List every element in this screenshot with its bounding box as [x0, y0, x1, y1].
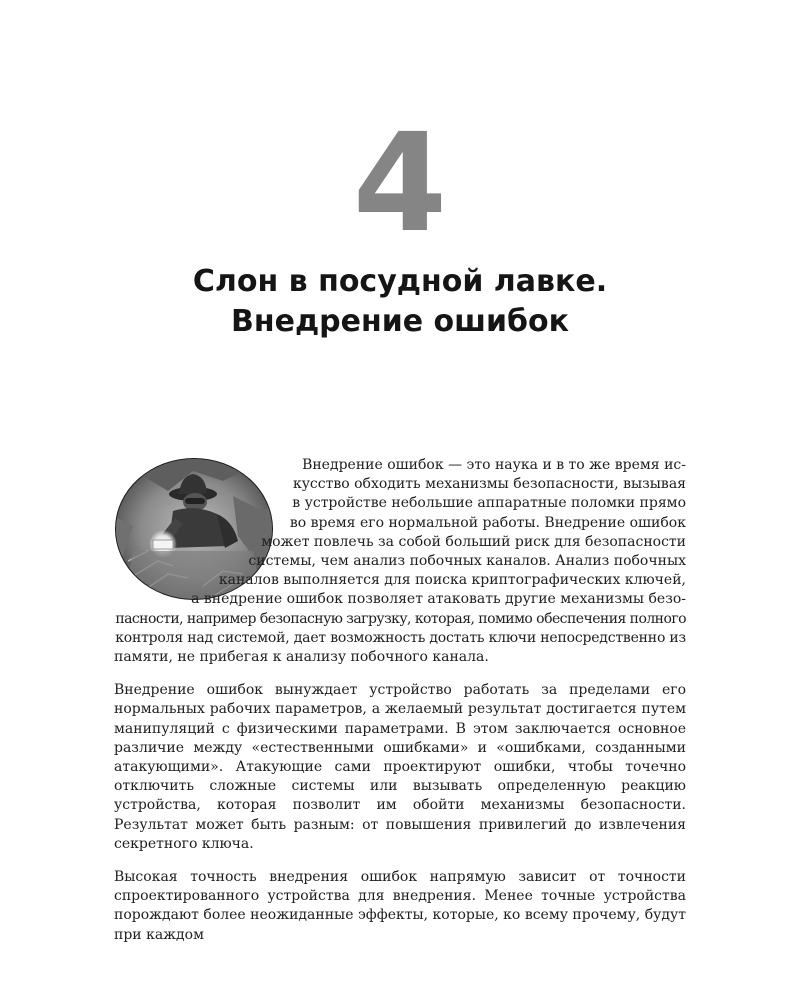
chapter-title	[0, 262, 800, 342]
paragraph-1-line: контроля над системой, дает возможность достать ключи непосредственно из	[115, 629, 686, 646]
paragraph-1-line: кусство обходить механизмы безопасности, вызывая	[292, 476, 686, 493]
paragraph-1	[114, 456, 686, 667]
paragraph-1-line: каналов выполняется для поиска криптографических ключей,	[218, 572, 686, 589]
paragraph-1-line: во время его нормальной работы. Внедрение ошибок	[289, 514, 686, 531]
paragraph-1-line: системы, чем анализ побочных каналов. Анализ побочных	[248, 553, 686, 570]
chapter-body	[114, 456, 686, 945]
chapter-number: 4	[352, 105, 448, 263]
paragraph-1-line: Внедрение ошибок — это наука и в то же время ис-	[302, 457, 686, 473]
paragraph-1-line: может повлечь за собой больший риск для безопасности	[261, 533, 686, 550]
paragraph-2: Внедрение ошибок вынуждает устройство работать за пределами его нормальных рабочих параметров, а желаемый результат достигается путем манипуляций с физическими параметрами. В этом заключается основное различие между «естественными ошибками» и «ошибками, созданными атакующими». Атакующие сами проектируют ошибки, чтобы точечно отключить сложные системы или вызывать определенную реакцию устройства, которая позволит им обойти механизмы безопасности. Результат может быть разным: от повышения привилегий до извлечения секретного ключа.	[114, 682, 686, 852]
paragraph-1-line: а внедрение ошибок позволяет атаковать другие механизмы безо-	[191, 591, 686, 608]
paragraph-1-line: памяти, не прибегая к анализу побочного канала.	[114, 649, 489, 666]
chapter-title-line-1: Слон в посудной лавке.	[192, 264, 608, 299]
paragraph-1-line: в устройстве небольшие аппаратные поломки прямо	[292, 495, 686, 512]
paragraph-1-line: пасности, например безопасную загрузку, которая, помимо обеспечения полного	[115, 610, 686, 627]
chapter-title-line-2: Внедрение ошибок	[231, 304, 569, 339]
paragraph-3: Высокая точность внедрения ошибок напрямую зависит от точности спроектированного устройства для внедрения. Менее точные устройства порождают более неожиданные эффекты, которые, ко всему прочему, будут при каждом	[114, 869, 686, 943]
